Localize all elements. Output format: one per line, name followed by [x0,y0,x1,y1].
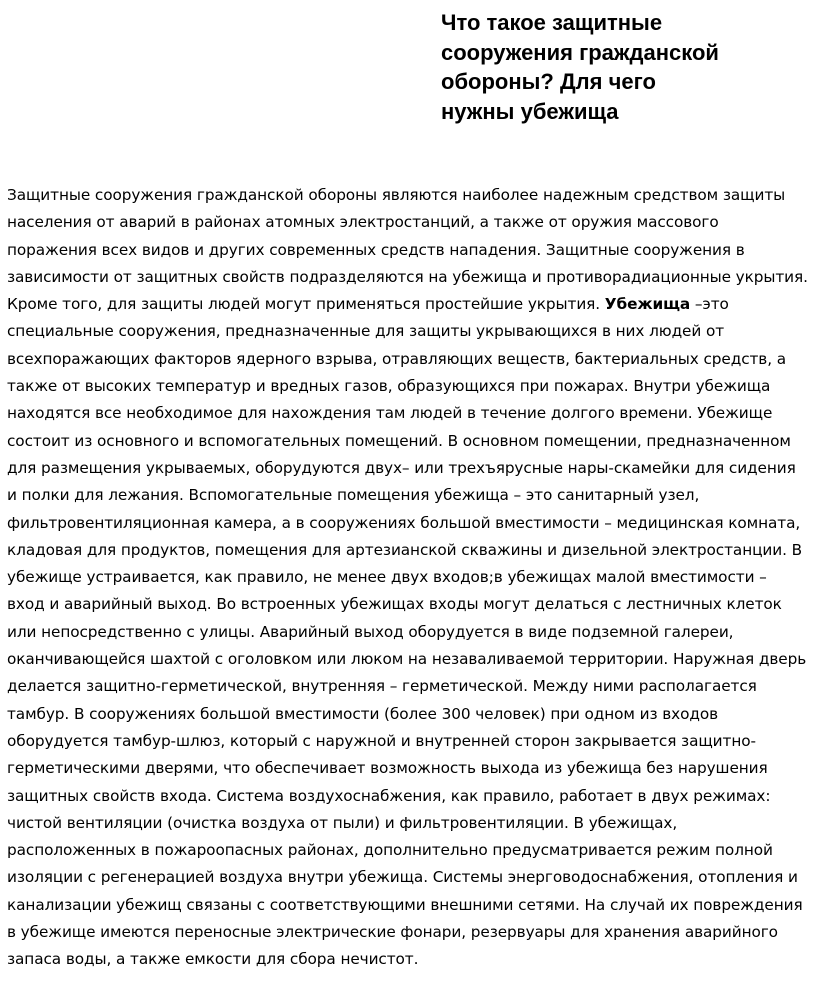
paragraph-text-part2: –это специальные сооружения, предназначенные для защиты укрывающихся в них людей от всехпоражающих факторов ядерного взрыва, отравляющих веществ, бактериальных средств, а также от высоких температур и вредных газов, образующихся при пожарах. Внутри убежища находятся все необходимое для нахождения там людей в течение долгого времени. Убежище состоит из основного и вспомогательных помещений. В основном помещении, предназначенном для размещения укрываемых, оборудуются двух– или трехъярусные нары-скамейки для сидения и полки для лежания. Вспомогательные помещения убежища – это санитарный узел, фильтровентиляционная камера, а в сооружениях большой вместимости – медицинская комната, кладовая для продуктов, помещения для артезианской скважины и дизельной электростанции. В убежище устраивается, как правило, не менее двух входов;в убежищах малой вместимости – вход и аварийный выход. Во встроенных убежищах входы могут делаться с лестничных клеток или непосредственно с улицы. Аварийный выход оборудуется в виде подземной галереи, оканчивающейся шахтой с оголовком или люком на незаваливаемой территории. Наружная дверь делается защитно-герметической, внутренняя – герметической. Между ними располагается тамбур. В сооружениях большой вместимости (более 300 человек) при одном из входов оборудуется тамбур-шлюз, который с наружной и внутренней сторон закрывается защитно-герметическими дверями, что обеспечивает возможность выхода из убежища без нарушения защитных свойств входа. Система воздухоснабжения, как правило, работает в двух режимах: чистой вентиляции (очистка воздуха от пыли) и фильтровентиляции. В убежищах, расположенных в пожароопасных районах, дополнительно предусматривается режим полной изоляции с регенерацией воздуха внутри убежища. Системы энерговодоснабжения, отопления и канализации убежищ связаны с соответствующими внешними сетями. На случай их повреждения в убежище имеются переносные электрические фонари, резервуары для хранения аварийного запаса воды, а также емкости для сбора нечистот. [7,295,807,969]
paragraph-text-part1: Защитные сооружения гражданской обороны являются наиболее надежным средством защиты населения от аварий в районах атомных электростанций, а также от оружия массового поражения всех видов и других современных средств нападения. Защитные сооружения в зависимости от защитных свойств подразделяются на убежища и противорадиационные укрытия. Кроме того, для защиты людей могут применяться простейшие укрытия. [7,186,808,314]
bold-term: Убежища [604,295,691,314]
body-paragraph [7,182,809,974]
page-title: Что такое защитные сооружения гражданской обороны? Для чего нужны убежища [441,10,719,124]
